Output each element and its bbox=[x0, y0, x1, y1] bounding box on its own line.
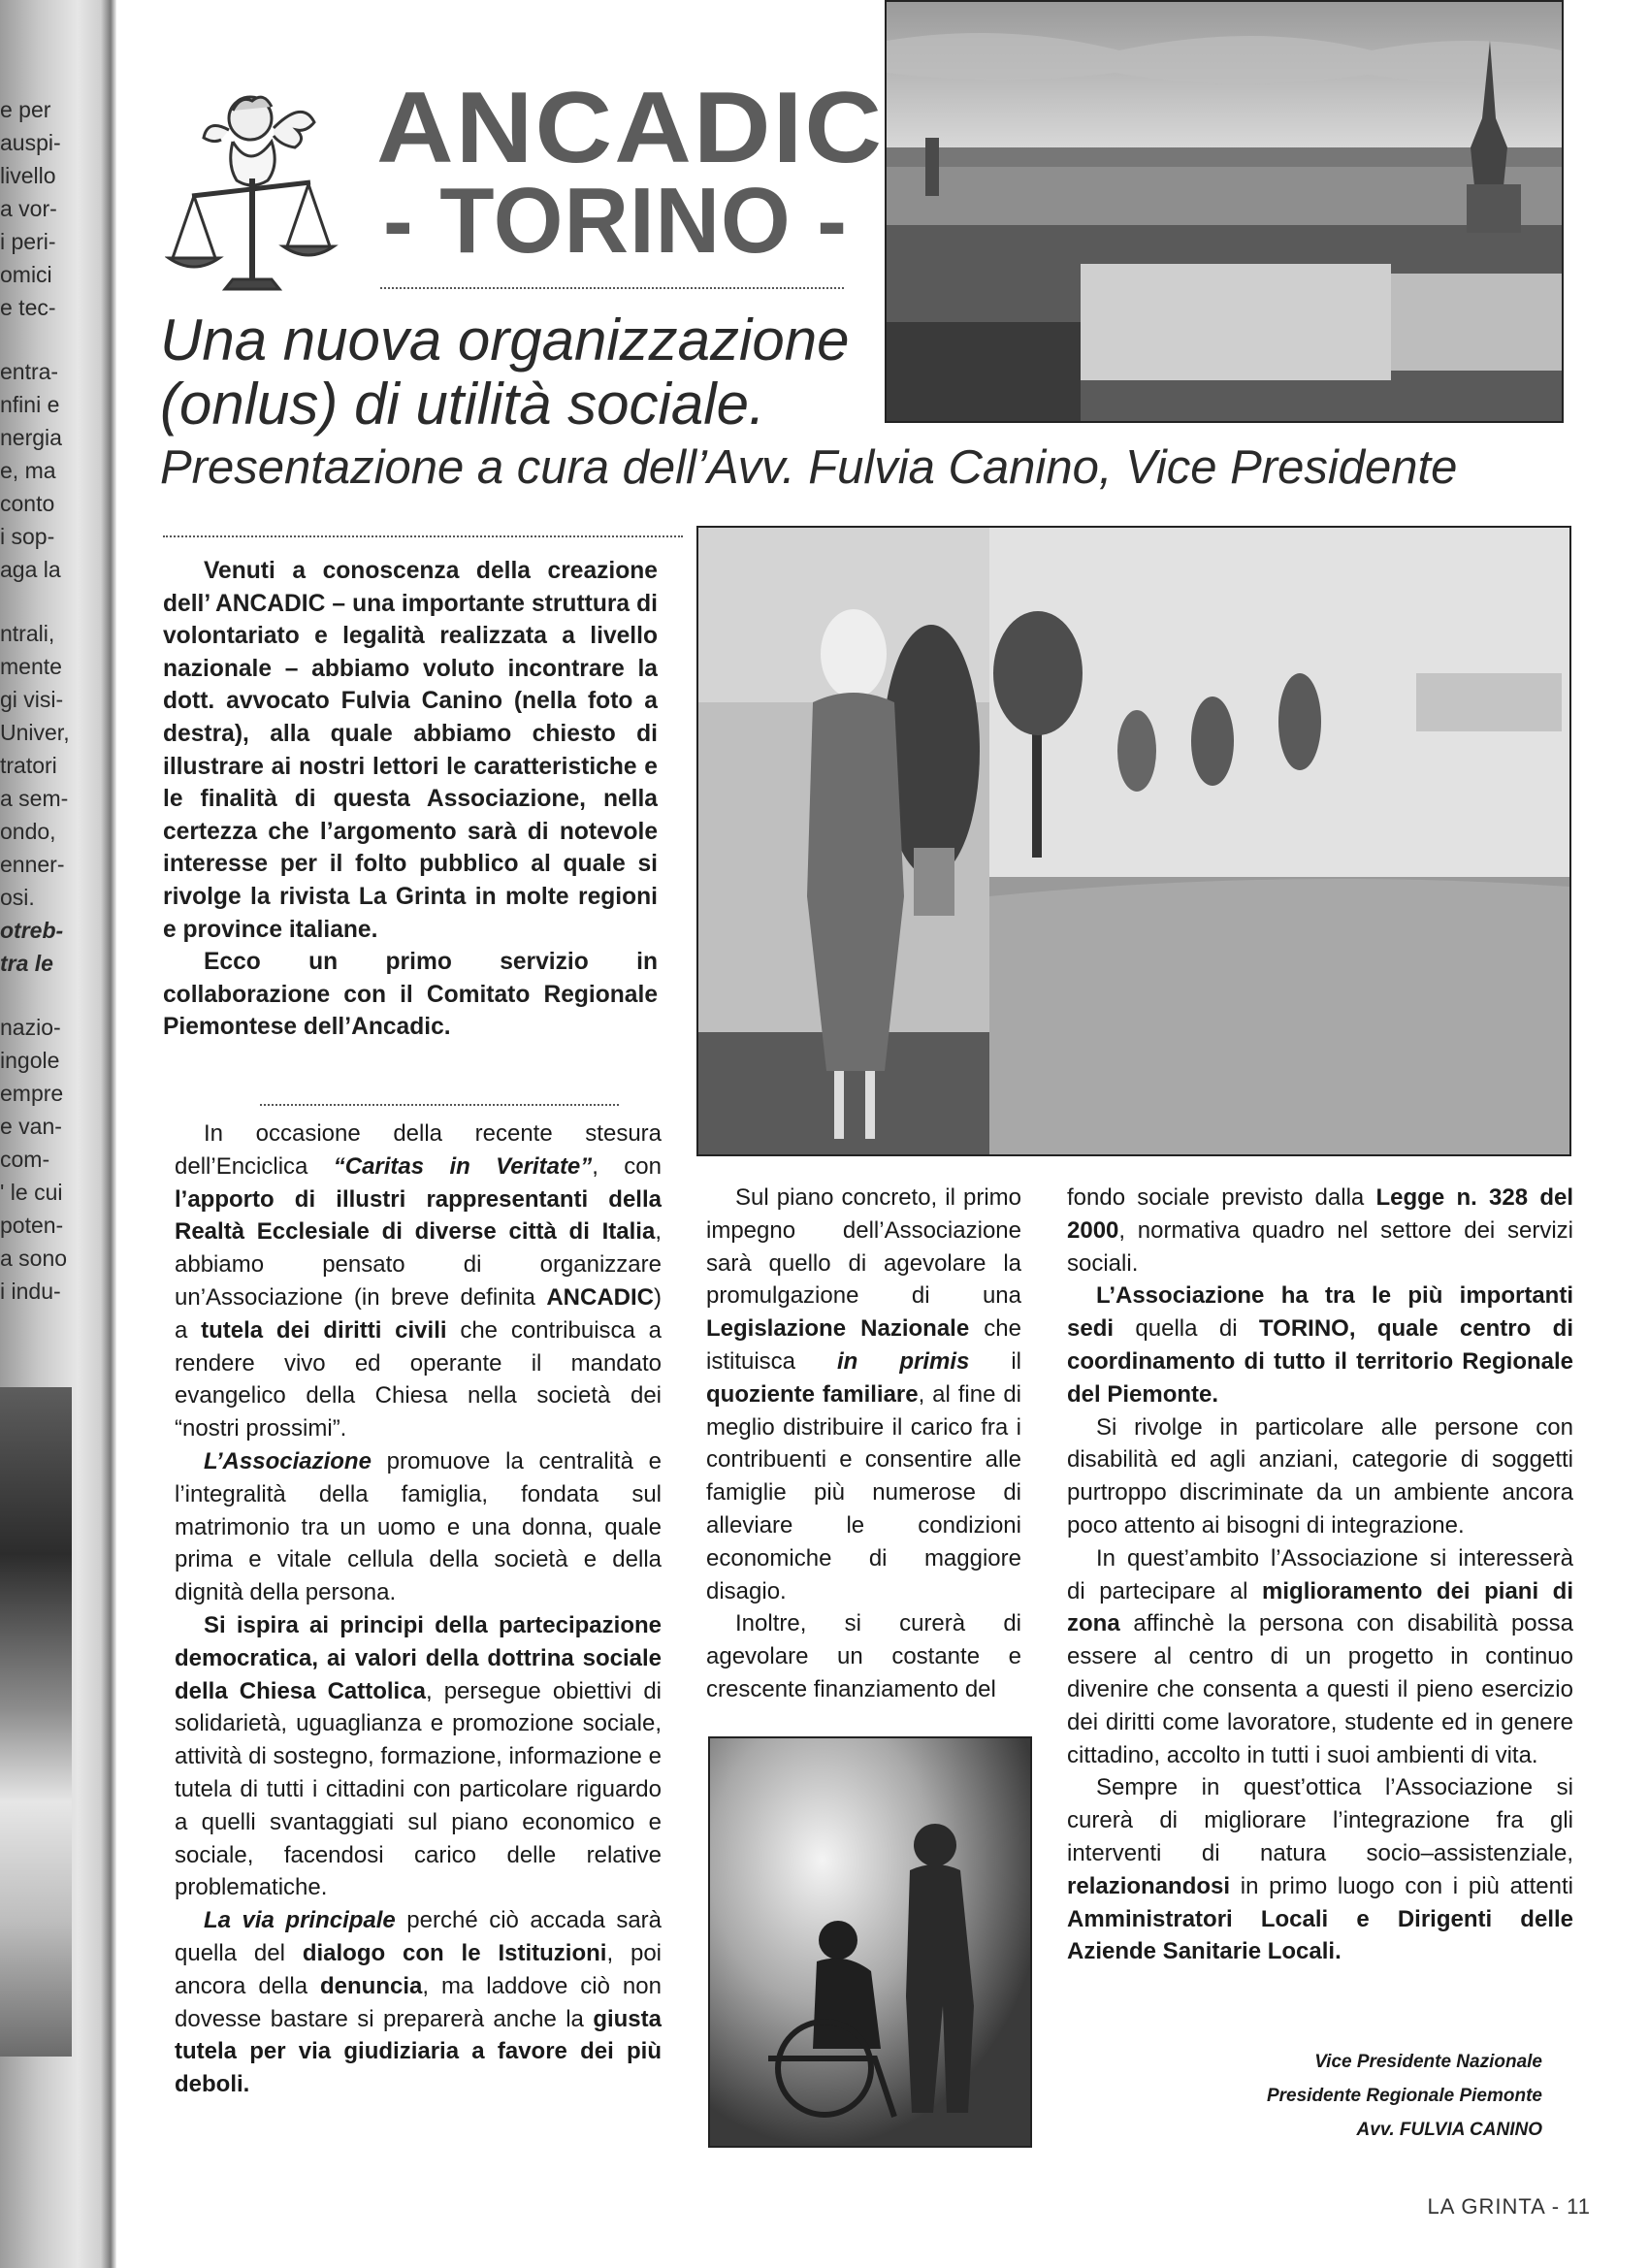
previous-page-line: i indu- bbox=[0, 1279, 61, 1304]
col2-paragraph-2: Inoltre, si curerà di agevolare un costante e crescente finanziamento del bbox=[706, 1610, 1021, 1702]
previous-page-line: conto bbox=[0, 491, 55, 516]
previous-page-line: a sono bbox=[0, 1246, 68, 1271]
col1-p1-text-c: , con bbox=[592, 1152, 662, 1180]
previous-page-line: e per bbox=[0, 97, 51, 122]
article-column-1 bbox=[175, 1118, 662, 2101]
col3-paragraph-2 bbox=[1067, 1280, 1573, 1410]
col2-p1-text-c: che istituisca bbox=[706, 1315, 1021, 1375]
col1-p4-text-d: , poi ancora della bbox=[175, 1939, 663, 1999]
signature-line-3: Avv. FULVIA CANINO bbox=[1356, 2120, 1542, 2140]
previous-page-line bbox=[0, 324, 76, 355]
col1-p1-text-i: che contribuisca a rendere vivo ed operante il mandato evangelico della Chiesa nella società dei “nostri prossimi”. bbox=[175, 1316, 663, 1442]
silhouette-image bbox=[710, 1738, 1030, 2146]
previous-page-line: e, ma bbox=[0, 458, 56, 483]
article-column-3 bbox=[1067, 1182, 1573, 1968]
subtitle-line-1: Una nuova organizzazione bbox=[160, 308, 850, 373]
col1-p2-bold-a: L’Associazione bbox=[204, 1447, 372, 1474]
col1-p3-text-b: , persegue obiettivi di solidarietà, uguaglianza e promozione sociale, attività di sostegno, formazione, informazione e tutela di tutti i cittadini con particolare riguardo a quelli svantaggiati sul piano economico e sociale, facendosi carico delle relative problematiche. bbox=[175, 1677, 662, 1901]
previous-page-line: a vor- bbox=[0, 196, 57, 221]
col1-p1-text-a: In occasione della recente stesura dell’Enciclica bbox=[175, 1120, 662, 1180]
encyclical-title: “Caritas in Veritate” bbox=[333, 1152, 593, 1180]
signature-line-2: Presidente Regionale Piemonte bbox=[1266, 2086, 1542, 2106]
col1-paragraph-2 bbox=[175, 1445, 662, 1609]
turin-skyline-photo bbox=[885, 0, 1564, 423]
presenter-line: Presentazione a cura dell’Avv. Fulvia Canino, Vice Presidente bbox=[160, 441, 1458, 494]
previous-page-line bbox=[0, 980, 76, 1011]
subtitle bbox=[160, 308, 897, 437]
col3-p1-text-a: fondo sociale previsto dalla bbox=[1067, 1184, 1376, 1211]
col1-p1-bold-h: tutela dei diritti civili bbox=[201, 1316, 447, 1344]
col1-p1-text-g: ) a bbox=[175, 1283, 662, 1344]
col3-p5-bold-d: Amministratori Locali e Dirigenti delle Aziende Sanitarie Locali. bbox=[1067, 1905, 1573, 1965]
col1-p4-bold-e: denuncia bbox=[320, 1972, 423, 1999]
fulvia-canino-photo bbox=[696, 526, 1571, 1156]
col1-paragraph-4 bbox=[175, 1904, 662, 2101]
col2-p1-bold-b: Legislazione Nazionale bbox=[706, 1315, 970, 1343]
previous-page-line: livello bbox=[0, 163, 56, 188]
col1-p4-bold-a: La via principale bbox=[204, 1907, 396, 1934]
previous-page-text bbox=[0, 93, 76, 1308]
col1-paragraph-1 bbox=[175, 1118, 662, 1445]
wheelchair-silhouette-photo bbox=[708, 1736, 1032, 2148]
previous-page-line: nergia bbox=[0, 425, 62, 450]
previous-page-line: nazio- bbox=[0, 1015, 61, 1040]
exhibition-image bbox=[698, 528, 1569, 1154]
previous-page-line: tratori bbox=[0, 753, 57, 778]
col1-p1-bold-d: l’apporto di illustri rappresentanti della Realtà Ecclesiale di diverse città di Italia bbox=[175, 1185, 662, 1246]
previous-page-line: a sem- bbox=[0, 786, 69, 811]
col2-p1-text-a: Sul piano concreto, il primo impegno dell’Associazione sarà quello di agevolare la promulgazione di una bbox=[706, 1184, 1021, 1310]
col3-p4-text-a: In quest’ambito l’Associazione si interesserà di partecipare al bbox=[1067, 1544, 1573, 1604]
col3-p2-bold-a: L’Associazione ha tra le più importanti sedi bbox=[1067, 1282, 1573, 1343]
intro-box bbox=[163, 555, 658, 1044]
previous-page-line: e van- bbox=[0, 1114, 62, 1139]
col2-paragraph-1 bbox=[706, 1182, 1021, 1607]
col3-paragraph-4 bbox=[1067, 1542, 1573, 1772]
previous-page-line: e tec- bbox=[0, 295, 56, 320]
col2-p1-bold-f: quoziente familiare bbox=[706, 1380, 919, 1408]
previous-page-line: otreb- bbox=[0, 918, 64, 943]
previous-page-line: ntrali, bbox=[0, 621, 55, 646]
title-divider bbox=[380, 287, 844, 289]
title-torino: - TORINO - bbox=[383, 169, 848, 273]
col3-p4-bold-b: miglioramento dei piani di zona bbox=[1067, 1577, 1573, 1637]
previous-page-line: ondo, bbox=[0, 819, 56, 844]
article-column-2 bbox=[706, 1182, 1021, 1706]
previous-page-line: Univer, bbox=[0, 720, 70, 745]
page-footer: LA GRINTA - 11 bbox=[1427, 2194, 1591, 2219]
col1-paragraph-3 bbox=[175, 1609, 662, 1904]
col3-p2-text-b: quella di bbox=[1114, 1315, 1259, 1343]
col3-p2-bold-c: TORINO, quale centro di coordinamento di tutto il territorio Regionale del Piemonte. bbox=[1067, 1315, 1573, 1408]
previous-page-line: empre bbox=[0, 1081, 64, 1106]
intro-paragraph-1: Venuti a conoscenza della creazione dell’ ANCADIC – una importante struttura di volontariato e legalità realizzata a livello nazionale – abbiamo voluto incontrare la dott. avvocato Fulvia Canino (nella foto a destra), alla quale abbiamo chiesto di illustrare ai nostri lettori le caratteristiche e le finalità di questa Associazione, nella certezza che l’argomento sarà di notevole interesse per il folto pubblico al quale si rivolge la rivista La Grinta in molte regioni e province italiane. bbox=[163, 558, 658, 943]
signature-line-1: Vice Presidente Nazionale bbox=[1314, 2052, 1542, 2072]
previous-page-line: enner- bbox=[0, 852, 65, 877]
intro-divider-bottom bbox=[260, 1104, 619, 1106]
scales-of-justice-icon bbox=[165, 81, 349, 300]
previous-page-line: com- bbox=[0, 1147, 50, 1172]
col1-p4-text-b: perché ciò accada sarà quella del bbox=[175, 1907, 662, 1966]
previous-page-line: nfini e bbox=[0, 392, 60, 417]
previous-page-line bbox=[0, 586, 76, 617]
col3-paragraph-1 bbox=[1067, 1182, 1573, 1280]
previous-page-line: ' le cui bbox=[0, 1180, 63, 1205]
previous-page-line: auspi- bbox=[0, 130, 61, 155]
previous-page-line: entra- bbox=[0, 359, 59, 384]
col2-p1-text-e: il bbox=[969, 1347, 1021, 1375]
col3-p1-bold-b: Legge n. 328 del 2000 bbox=[1067, 1184, 1573, 1244]
col3-p5-text-a: Sempre in quest’ottica l’Associazione si curerà di migliorare l’integrazione fra gli interventi di natura socio–assistenziale, bbox=[1067, 1774, 1573, 1866]
previous-page-line: mente bbox=[0, 654, 62, 679]
col1-p4-bold-c: dialogo con le Istituzioni bbox=[302, 1939, 607, 1966]
ancadic-logo bbox=[165, 81, 349, 300]
previous-page-photo bbox=[0, 1387, 72, 2057]
col1-p2-text-b: promuove la centralità e l’integralità della famiglia, fondata sul matrimonio tra un uomo e una donna, quale prima e vitale cellula della società e della dignità della persona. bbox=[175, 1447, 662, 1606]
col1-p4-text-f: , ma laddove ciò non dovesse bastare si preparerà anche la bbox=[175, 1972, 662, 2032]
col3-paragraph-3: Si rivolge in particolare alle persone con disabilità ed agli anziani, categorie di soggetti purtroppo discriminate da un ambiente ancora poco attento ai bisogni di integrazione. bbox=[1067, 1413, 1573, 1539]
previous-page-line: i sop- bbox=[0, 524, 55, 549]
intro-divider-top bbox=[163, 535, 683, 537]
previous-page-line: i peri- bbox=[0, 229, 56, 254]
col3-p1-text-c: , normativa quadro nel settore dei servizi sociali. bbox=[1067, 1216, 1573, 1277]
subtitle-line-2: (onlus) di utilità sociale. bbox=[160, 372, 765, 437]
previous-page-line: tra le bbox=[0, 951, 53, 976]
col2-p1-text-g: , al fine di meglio distribuire il carico fra i contribuenti e consentire alle famiglie più numerose di alleviare le condizioni economiche di maggiore disagio. bbox=[706, 1380, 1021, 1604]
col1-p1-bold-f: ANCADIC bbox=[546, 1283, 654, 1311]
col1-p1-text-e: , abbiamo pensato di organizzare un’Associazione (in breve definita bbox=[175, 1218, 662, 1311]
previous-page-line: ingole bbox=[0, 1048, 60, 1073]
col2-p1-bold-d: in primis bbox=[837, 1347, 970, 1375]
title-ancadic: ANCADIC bbox=[376, 72, 885, 184]
col1-p3-bold-a: Si ispira ai principi della partecipazione democratica, ai valori della dottrina sociale della Chiesa Cattolica bbox=[175, 1611, 662, 1704]
col1-p4-bold-g: giusta tutela per via giudiziaria a favore dei più deboli. bbox=[175, 2005, 662, 2098]
turin-skyline-image bbox=[887, 2, 1562, 421]
previous-page-line: omici bbox=[0, 262, 52, 287]
col3-paragraph-5 bbox=[1067, 1771, 1573, 1968]
previous-page-line: aga la bbox=[0, 557, 61, 582]
previous-page-line: osi. bbox=[0, 885, 35, 910]
previous-page-line: gi visi- bbox=[0, 687, 64, 712]
col3-p5-text-c: in primo luogo con i più attenti bbox=[1230, 1872, 1573, 1899]
author-signature bbox=[1116, 2045, 1542, 2147]
previous-page-line: poten- bbox=[0, 1213, 64, 1238]
intro-paragraph-2: Ecco un primo servizio in collaborazione con il Comitato Regionale Piemontese dell’Ancadic. bbox=[163, 949, 658, 1041]
col3-p5-bold-b: relazionandosi bbox=[1067, 1872, 1231, 1899]
col3-p4-text-c: affinchè la persona con disabilità possa essere al centro di un progetto in continuo divenire che consenta a questi il pieno esercizio dei diritti come lavoratore, studente ed in genere cittadino, accolto in tutti i suoi ambienti di vita. bbox=[1067, 1610, 1573, 1768]
